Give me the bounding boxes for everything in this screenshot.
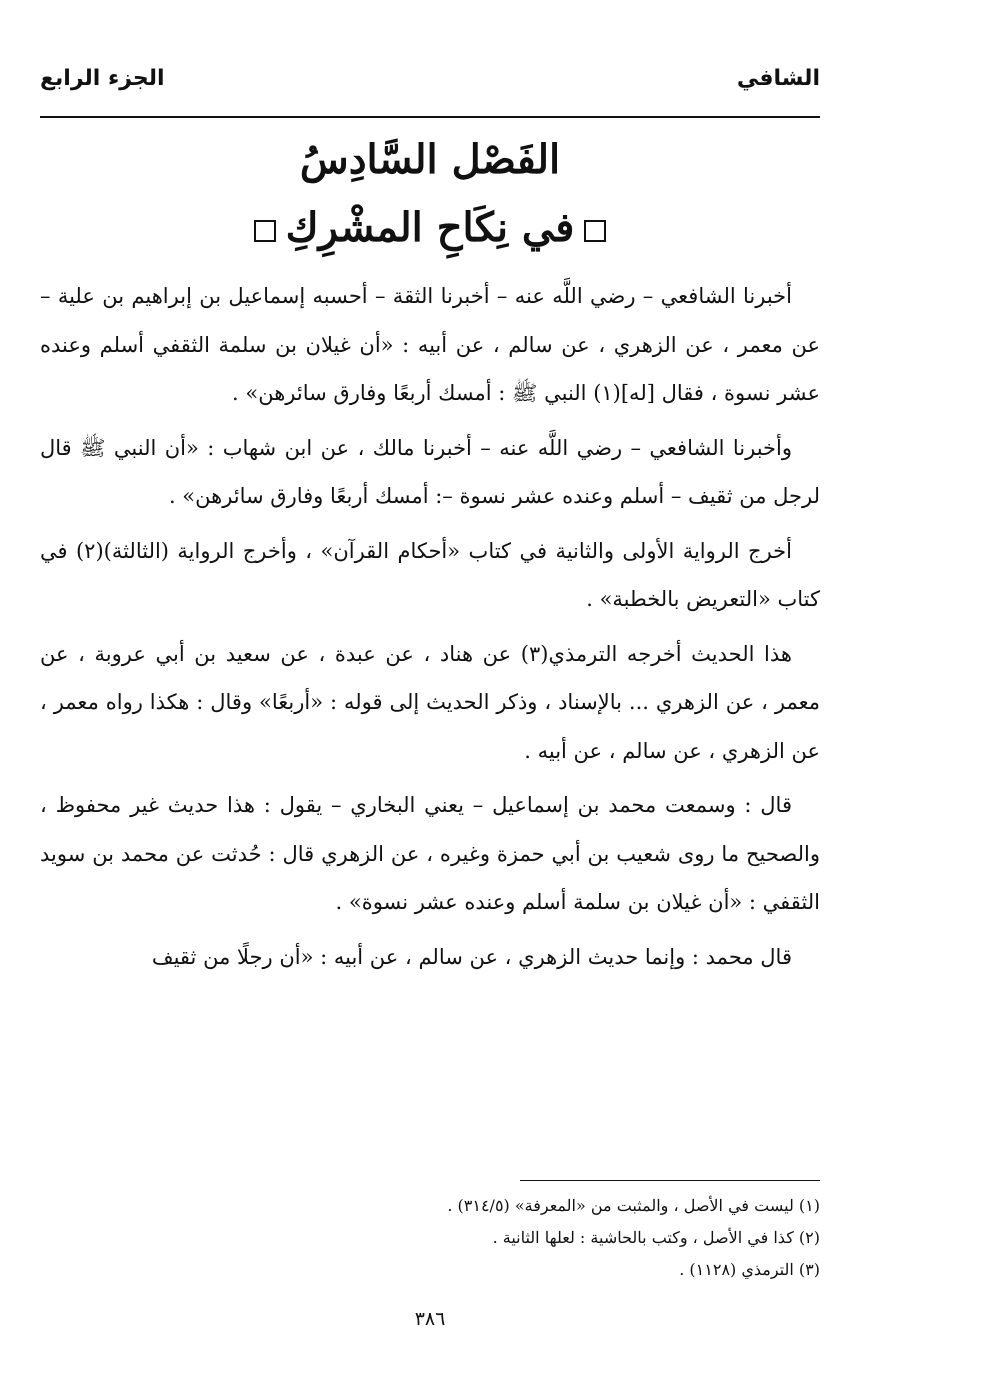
page-number: ٣٨٦ xyxy=(414,1308,446,1330)
footnote: (٢) كذا في الأصل ، وكتب بالحاشية : لعلها الثانية . xyxy=(492,1228,820,1247)
paragraph: قال : وسمعت محمد بن إسماعيل – يعني البخاري – يقول : هذا حديث غير محفوظ ، والصحيح ما روى شعيب بن أبي حمزة وغيره ، عن الزهري قال : حُدثت عن محمد بن سويد الثقفي : «أن غيلان بن سلمة أسلم وعنده عشر نسوة» . xyxy=(40,793,820,914)
running-head xyxy=(40,64,820,104)
chapter-subtitle xyxy=(40,196,820,260)
paragraph: أخبرنا الشافعي – رضي اللَّه عنه – أخبرنا الثقة – أحسبه إسماعيل بن إبراهيم بن علية – عن معمر ، عن الزهري ، عن سالم ، عن أبيه : «أن غيلان بن سلمة الثقفي أسلم وعنده عشر نسوة ، فقال [له](١) النبي ﷺ : أمسك أربعًا وفارق سائرهن» . xyxy=(40,284,820,405)
box-ornament-icon xyxy=(584,220,606,242)
book-page xyxy=(40,50,820,1360)
footnote-rule xyxy=(520,1180,820,1181)
paragraph: هذا الحديث أخرجه الترمذي(٣) عن هناد ، عن عبدة ، عن سعيد بن أبي عروبة ، عن معمر ، عن الزهري ... بالإسناد ، وذكر الحديث إلى قوله : «أربعًا» وقال : هكذا رواه معمر ، عن الزهري ، عن سالم ، عن أبيه . xyxy=(40,641,820,763)
paragraph: قال محمد : وإنما حديث الزهري ، عن سالم ، عن أبيه : «أن رجلًا من ثقيف xyxy=(151,944,792,969)
header-rule xyxy=(40,116,820,118)
subtitle-text: في نِكَاحِ المشْرِكِ xyxy=(285,204,575,251)
paragraph: وأخبرنا الشافعي – رضي اللَّه عنه – أخبرنا مالك ، عن ابن شهاب : «أن النبي ﷺ قال لرجل من ثقيف – أسلم وعنده عشر نسوة –: أمسك أربعًا وفارق سائرهن» . xyxy=(40,435,820,508)
body-text xyxy=(40,272,820,981)
volume-label: الجزء الرابع xyxy=(40,66,165,91)
footnote: (١) ليست في الأصل ، والمثبت من «المعرفة» (٣١٤/٥) . xyxy=(447,1196,820,1215)
book-title: الشافي xyxy=(736,66,820,91)
box-ornament-icon xyxy=(254,220,276,242)
chapter-title: الفَصْل السَّادِسُ xyxy=(299,136,561,183)
footnotes xyxy=(40,1190,820,1286)
paragraph: أخرج الرواية الأولى والثانية في كتاب «أحكام القرآن» ، وأخرج الرواية (الثالثة)(٢) في كتاب «التعريض بالخطبة» . xyxy=(40,538,820,611)
footnote: (٣) الترمذي (١١٢٨) . xyxy=(679,1260,820,1279)
